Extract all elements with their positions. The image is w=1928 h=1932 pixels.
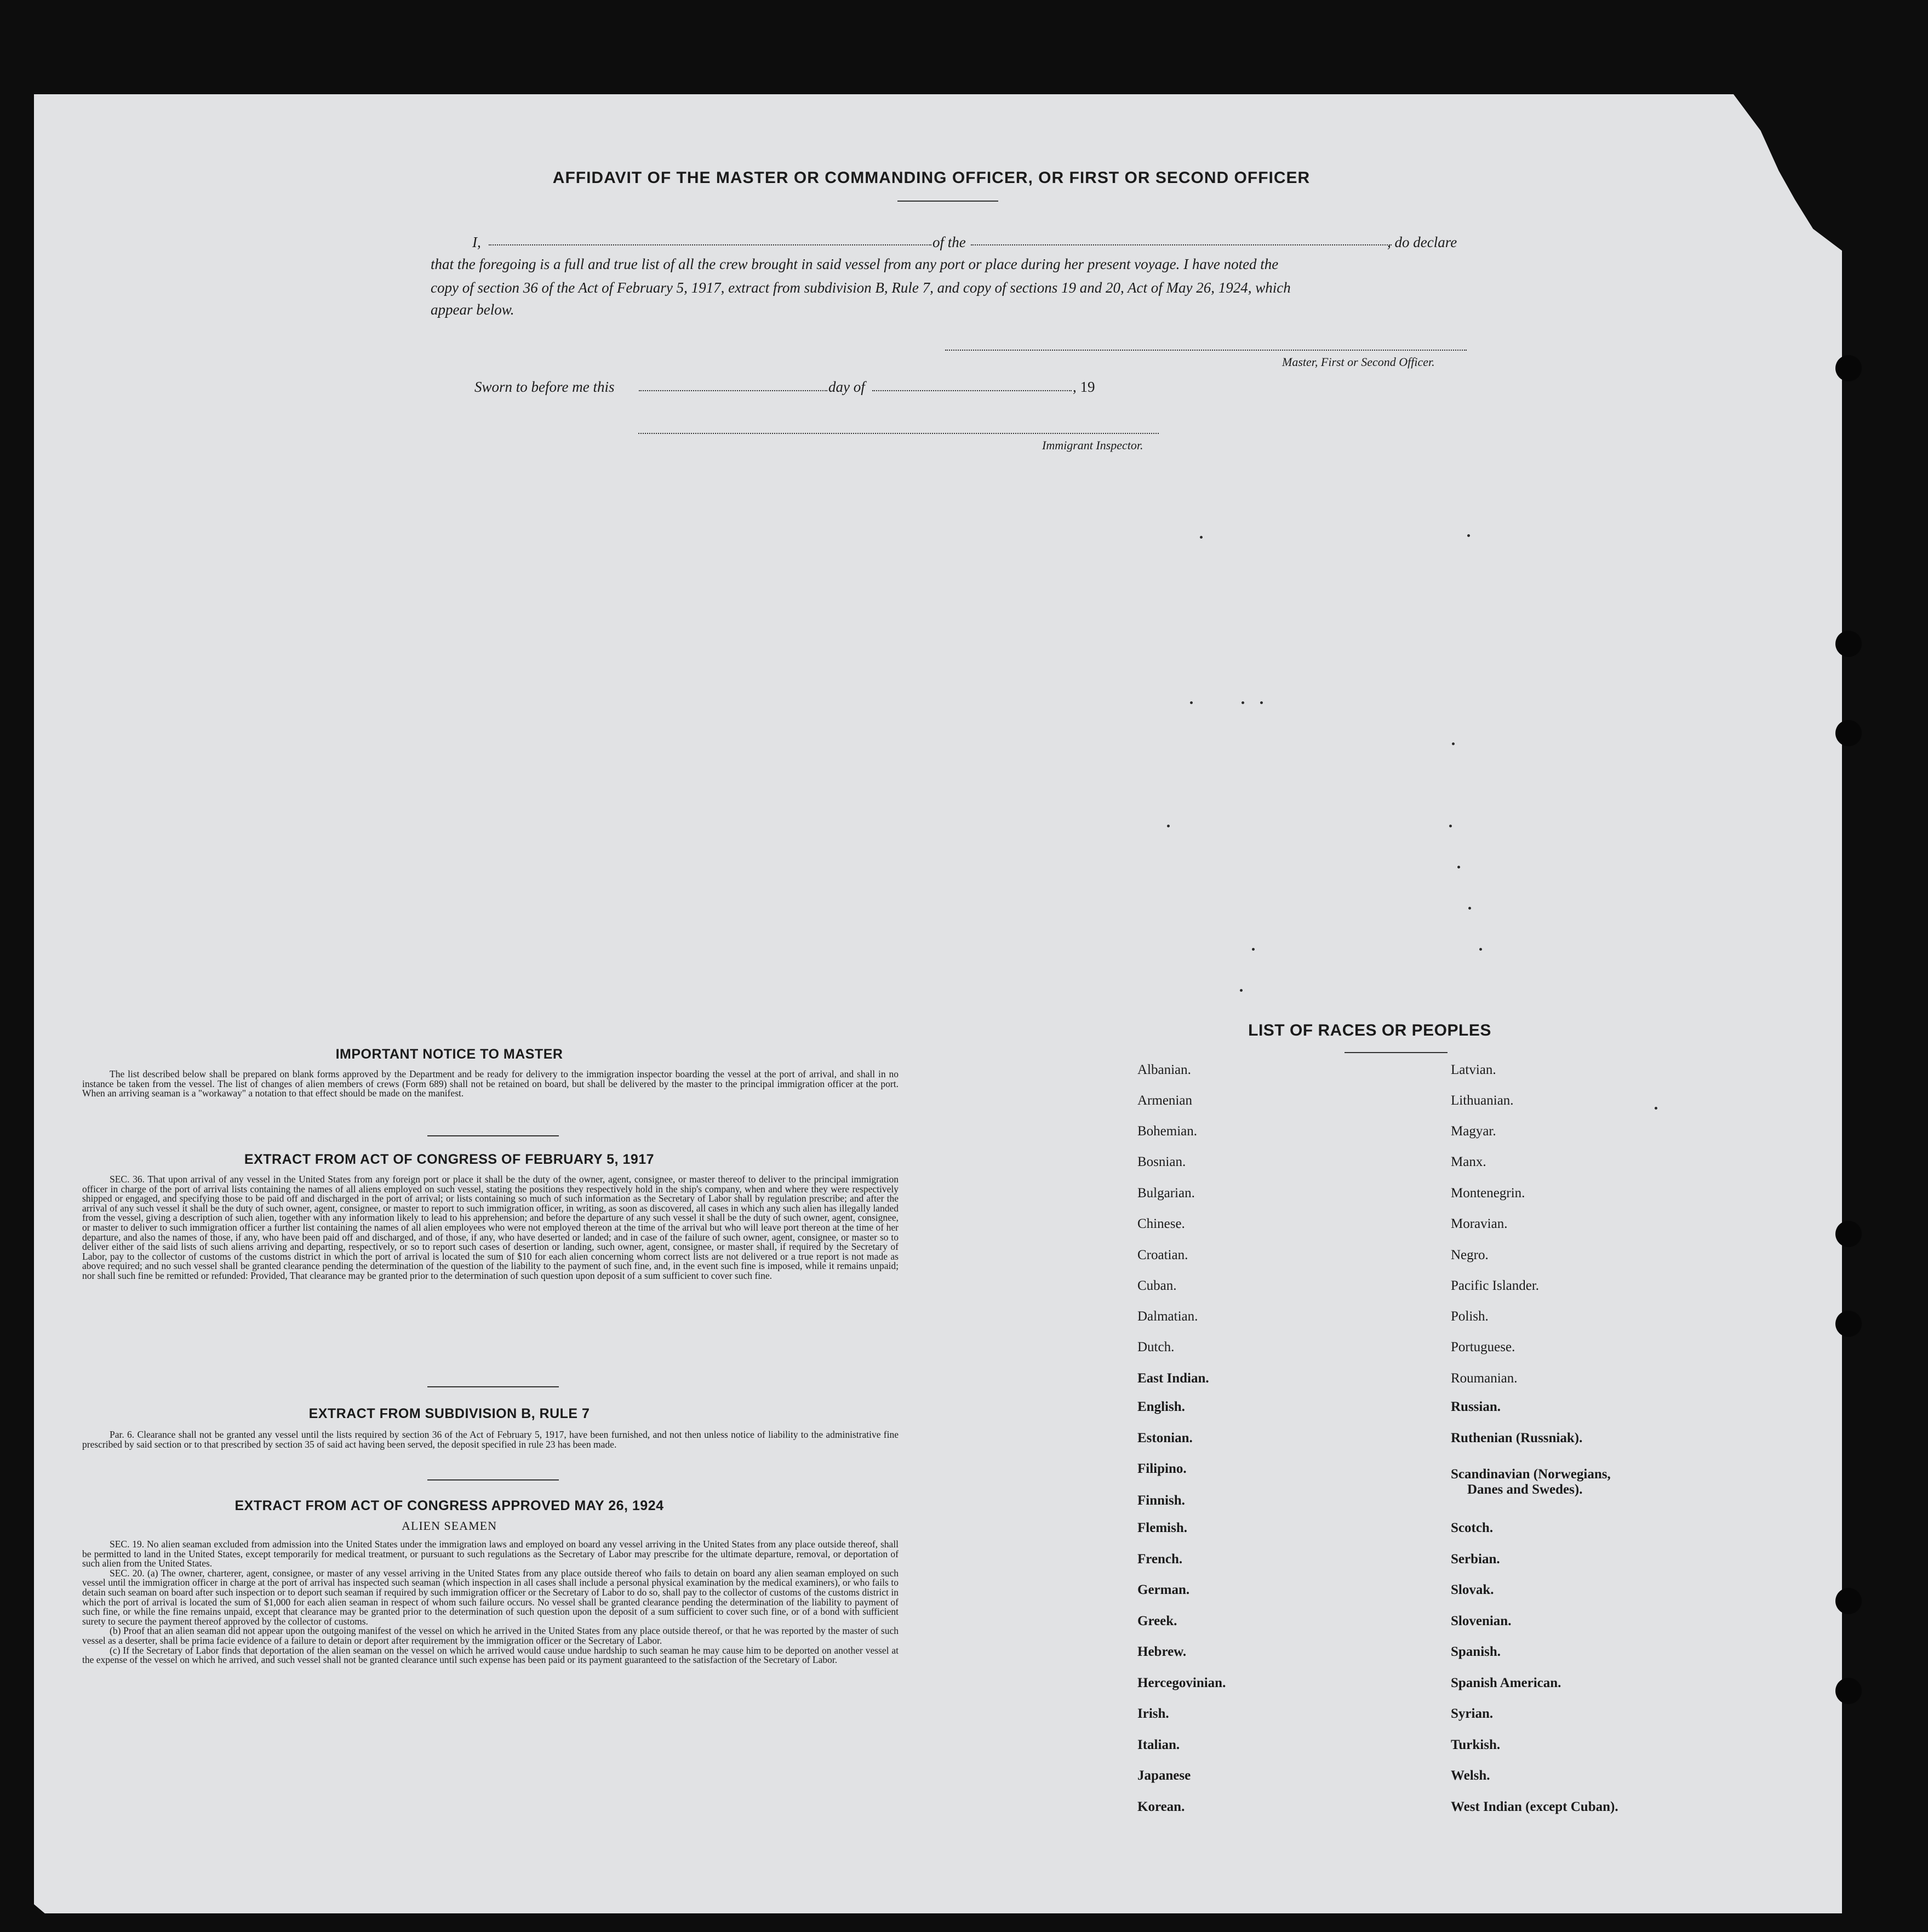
race-item: Bohemian. — [1137, 1124, 1198, 1139]
sec-20c-paragraph: (c) If the Secretary of Labor finds that deportation of the alien seaman on the vessel on which he arrived would cause undue hardship to such seaman he may cause him to be deported on another vessel at the expense of the vessel on which he arrived, and such vessel shall not be granted clearance until such expense has been paid or its payment guaranteed to the satisfaction of the Secretary of Labor. — [82, 1644, 899, 1666]
affidavit-text-line: that the foregoing is a full and true list of all the crew brought in said vessel from any port or place during her present voyage. I have noted the — [431, 256, 1279, 272]
section-divider — [427, 1386, 559, 1387]
affidavit-of-the-label: of the — [932, 234, 966, 250]
par-6-paragraph: Par. 6. Clearance shall not be granted any vessel until the lists required by section 36 of the Act of February 5, 1917, have been furnished, and not then unless notice of liability to the administrative fine prescribed by said section or to that prescribed by section 35 of said act having been served, the deposit specified in rule 23 has been made. — [82, 1430, 899, 1450]
race-item: Moravian. — [1451, 1216, 1508, 1231]
day-of-label: day of — [828, 379, 865, 395]
sec-19-paragraph: SEC. 19. No alien seaman excluded from admission into the United States under the immigration laws and employed on board any vessel arriving in the United States from any place outside thereof, shall be permitted to land in the United States, except temporarily for medical treatment, or pursuant to such regulations as the Secretary of Labor may prescribe for the ultimate departure, removal, or deportation of such alien from the United States. — [82, 1540, 899, 1569]
race-item: Polish. — [1451, 1309, 1489, 1324]
sec-20a-paragraph: SEC. 20. (a) The owner, charterer, agent, consignee, or master of any vessel arriving in the United States from any place outside thereof who fails to detain on board any alien seaman employed on such vessel until the immigration officer in charge at the port of arrival has inspected such seaman (which inspection in all cases shall include a personal physical examination by the medical examiners), or who fails to detain such seaman on board after such inspection or to deport such seaman if required by such immigration officer or the Secretary of Labor to do so, shall pay to the collector of customs of the customs district in which the port of arrival is located the sum of $1,000 for each alien seaman in respect of whom such failure occurs. No vessel shall be granted clearance pending the determination of the liability to payment of such fine, or while the fine remains unpaid, except that clearance may be granted prior to the determination of such question upon the deposit of a sum sufficient to cover such fine, or of a bond with sufficient surety to secure the payment thereof approved by the collector of customs. — [82, 1567, 899, 1627]
speck — [1467, 534, 1470, 537]
extract-1917-title: EXTRACT FROM ACT OF CONGRESS OF FEBRUARY 5, 1917 — [244, 1152, 655, 1167]
extract-rule7-text — [82, 1430, 899, 1461]
race-item: German. — [1137, 1582, 1190, 1597]
affiant-name-field[interactable] — [489, 244, 931, 245]
race-item: Armenian — [1137, 1093, 1192, 1108]
affidavit-text-line: copy of section 36 of the Act of February 5, 1917, extract from subdivision B, Rule 7, and copy of sections 19 and 20, Act of May 26, 1924, which — [431, 279, 1291, 296]
race-item: Croatian. — [1137, 1248, 1188, 1262]
inspector-signature-field[interactable] — [638, 433, 1159, 434]
speck — [1200, 536, 1203, 539]
race-item: Italian. — [1137, 1737, 1180, 1752]
speck — [1242, 701, 1244, 704]
race-item: West Indian (except Cuban). — [1451, 1799, 1618, 1814]
race-item: Welsh. — [1451, 1768, 1490, 1783]
section-divider — [427, 1135, 559, 1136]
race-item: Bosnian. — [1137, 1154, 1186, 1169]
speck — [1457, 866, 1460, 868]
race-item: Latvian. — [1451, 1062, 1496, 1077]
notice-paragraph: The list described below shall be prepared on blank forms approved by the Department and be ready for delivery to the immigration inspector boarding the vessel at the port of arrival, and shall in no instance be taken from the vessel. The list of changes of alien members of crews (Form 689) shall not be retained on board, but shall be delivered by the master to the principal immigration officer at the port. When an arriving seaman is a "workaway" a notation to that effect should be made on the manifest. — [82, 1070, 899, 1099]
affidavit-i-label: I, — [472, 234, 481, 250]
section-divider — [427, 1479, 559, 1481]
speck — [1452, 742, 1455, 745]
race-item: Korean. — [1137, 1799, 1185, 1814]
affidavit-title: AFFIDAVIT OF THE MASTER OR COMMANDING OFFICER, OR FIRST OR SECOND OFFICER — [552, 169, 1311, 187]
race-item: Turkish. — [1451, 1737, 1501, 1752]
inspector-signature-caption: Immigrant Inspector. — [1042, 438, 1143, 452]
race-item: Hercegovinian. — [1137, 1676, 1226, 1690]
race-item: Japanese — [1137, 1768, 1191, 1783]
sec-36-paragraph: SEC. 36. That upon arrival of any vessel in the United States from any foreign port or place it shall be the duty of the owner, agent, consignee, or master thereof to deliver to the principal immigration officer in charge of the port of arrival lists containing the names of all aliens employed on such vessel, stating the positions they respectively hold in the ship's company, when and where they were respectively shipped or engaged, and specifying those to be paid off and discharged in the port of arrival; or lists containing so much of such information as the Secretary of Labor shall by regulation prescribe; and after the arrival of any such vessel it shall be the duty of such owner, agent, consignee, or master to report to such immigration officer, in writing, as soon as discovered, all cases in which any such alien has illegally landed from the vessel, giving a description of such alien, together with any information likely to lead to his apprehension; and before the departure of any such vessel it shall be the duty of such owner, agent, consignee, or master to deliver to such immigration officer a further list containing the names of all alien employees who were not employed thereon at the time of the arrival but who will leave port thereon at the time of her departure, and also the names of those, if any, who have been paid off and discharged, and of those, if any, who have deserted or landed; and in case of the failure of such owner, agent, consignee, or master so to deliver either of the said lists of such aliens arriving and departing, respectively, or so to report such cases of desertion or landing, such owner, agent, consignee, or master shall, if required by the Secretary of Labor, pay to the collector of customs of the customs district in which the port of arrival is located the sum of $10 for each alien concerning whom correct lists are not delivered or a true report is not made as above required; and no such vessel shall be granted clearance pending the determination of the question of the liability to the payment of such fine, and, in the event such fine is imposed, while it remains unpaid; nor shall such fine be remitted or refunded: Provided, That clearance may be granted prior to the determination of such question upon deposit of a sum sufficient to cover such fine. — [82, 1175, 899, 1281]
race-item: Irish. — [1137, 1706, 1169, 1721]
notice-title: IMPORTANT NOTICE TO MASTER — [335, 1047, 563, 1062]
vessel-name-field[interactable] — [971, 244, 1392, 245]
punch-hole — [1835, 631, 1862, 657]
speck — [1252, 948, 1255, 951]
speck — [1468, 907, 1471, 910]
race-item: Manx. — [1451, 1154, 1486, 1169]
sec-20b-paragraph: (b) Proof that an alien seaman did not appear upon the outgoing manifest of the vessel on which he arrived in the United States from any place outside thereof, or that he was reported by the master of such vessel as a deserter, shall be prima facie evidence of a failure to detain or deport after requirement by the immigration officer or the Secretary of Labor. — [82, 1625, 899, 1646]
race-item: French. — [1137, 1552, 1183, 1567]
year-label: , 19 — [1073, 379, 1095, 395]
affidavit-do-declare: , do declare — [1387, 234, 1457, 250]
race-item: Roumanian. — [1451, 1371, 1518, 1386]
punch-hole — [1835, 355, 1862, 381]
speck — [1479, 948, 1482, 951]
extract-1924-title: EXTRACT FROM ACT OF CONGRESS APPROVED MAY 26, 1924 — [234, 1498, 664, 1513]
extract-1917-text — [82, 1175, 899, 1372]
race-item: Scotch. — [1451, 1521, 1494, 1535]
race-item: Negro. — [1451, 1248, 1489, 1262]
race-item: Magyar. — [1451, 1124, 1496, 1139]
alien-seamen-subtitle: ALIEN SEAMEN — [402, 1519, 497, 1533]
race-item: Syrian. — [1451, 1706, 1494, 1721]
master-signature-field[interactable] — [945, 350, 1467, 351]
punch-hole — [1835, 1221, 1862, 1247]
sworn-month-field[interactable] — [872, 390, 1072, 391]
punch-hole — [1835, 720, 1862, 746]
sworn-label: Sworn to before me this — [474, 379, 615, 395]
race-item: Russian. — [1451, 1399, 1501, 1414]
race-item: Lithuanian. — [1451, 1093, 1514, 1108]
race-item: Portuguese. — [1451, 1340, 1515, 1354]
master-signature-caption: Master, First or Second Officer. — [1282, 355, 1435, 369]
race-item: Danes and Swedes). — [1467, 1482, 1583, 1497]
race-item: Dalmatian. — [1137, 1309, 1198, 1324]
race-item: Hebrew. — [1137, 1644, 1187, 1659]
race-item: Flemish. — [1137, 1521, 1187, 1535]
speck — [1449, 825, 1452, 827]
extract-1924-text — [82, 1540, 899, 1761]
races-list-title: LIST OF RACES OR PEOPLES — [1248, 1021, 1491, 1039]
punch-hole — [1835, 1678, 1862, 1704]
race-item: Bulgarian. — [1137, 1186, 1195, 1201]
sworn-day-field[interactable] — [639, 390, 827, 391]
punch-hole — [1835, 1588, 1862, 1614]
race-item: Albanian. — [1137, 1062, 1191, 1077]
speck — [1240, 989, 1243, 992]
notice-text — [82, 1070, 899, 1119]
race-item: Greek. — [1137, 1614, 1177, 1628]
extract-rule7-title: EXTRACT FROM SUBDIVISION B, RULE 7 — [308, 1406, 590, 1421]
speck — [1655, 1107, 1657, 1110]
race-item: Slovak. — [1451, 1582, 1494, 1597]
race-item: Estonian. — [1137, 1431, 1193, 1445]
affidavit-text-line: appear below. — [431, 301, 514, 318]
race-item: Finnish. — [1137, 1493, 1185, 1508]
speck — [1260, 701, 1263, 704]
race-item: Serbian. — [1451, 1552, 1500, 1567]
race-item: Dutch. — [1137, 1340, 1175, 1354]
race-item: Spanish. — [1451, 1644, 1501, 1659]
race-item: Chinese. — [1137, 1216, 1185, 1231]
punch-hole — [1835, 1311, 1862, 1337]
speck — [1167, 825, 1170, 827]
race-item: Slovenian. — [1451, 1614, 1512, 1628]
race-item: East Indian. — [1137, 1371, 1209, 1386]
race-item: Pacific Islander. — [1451, 1278, 1540, 1293]
race-item: Ruthenian (Russniak). — [1451, 1431, 1583, 1445]
races-title-divider — [1345, 1052, 1448, 1053]
speck — [1190, 701, 1193, 704]
race-item: Montenegrin. — [1451, 1186, 1525, 1201]
race-item: Scandinavian (Norwegians, — [1451, 1467, 1611, 1482]
race-item: Cuban. — [1137, 1278, 1177, 1293]
race-item: Filipino. — [1137, 1461, 1187, 1476]
race-item: English. — [1137, 1399, 1185, 1414]
title-divider — [897, 201, 998, 202]
race-item: Spanish American. — [1451, 1676, 1561, 1690]
